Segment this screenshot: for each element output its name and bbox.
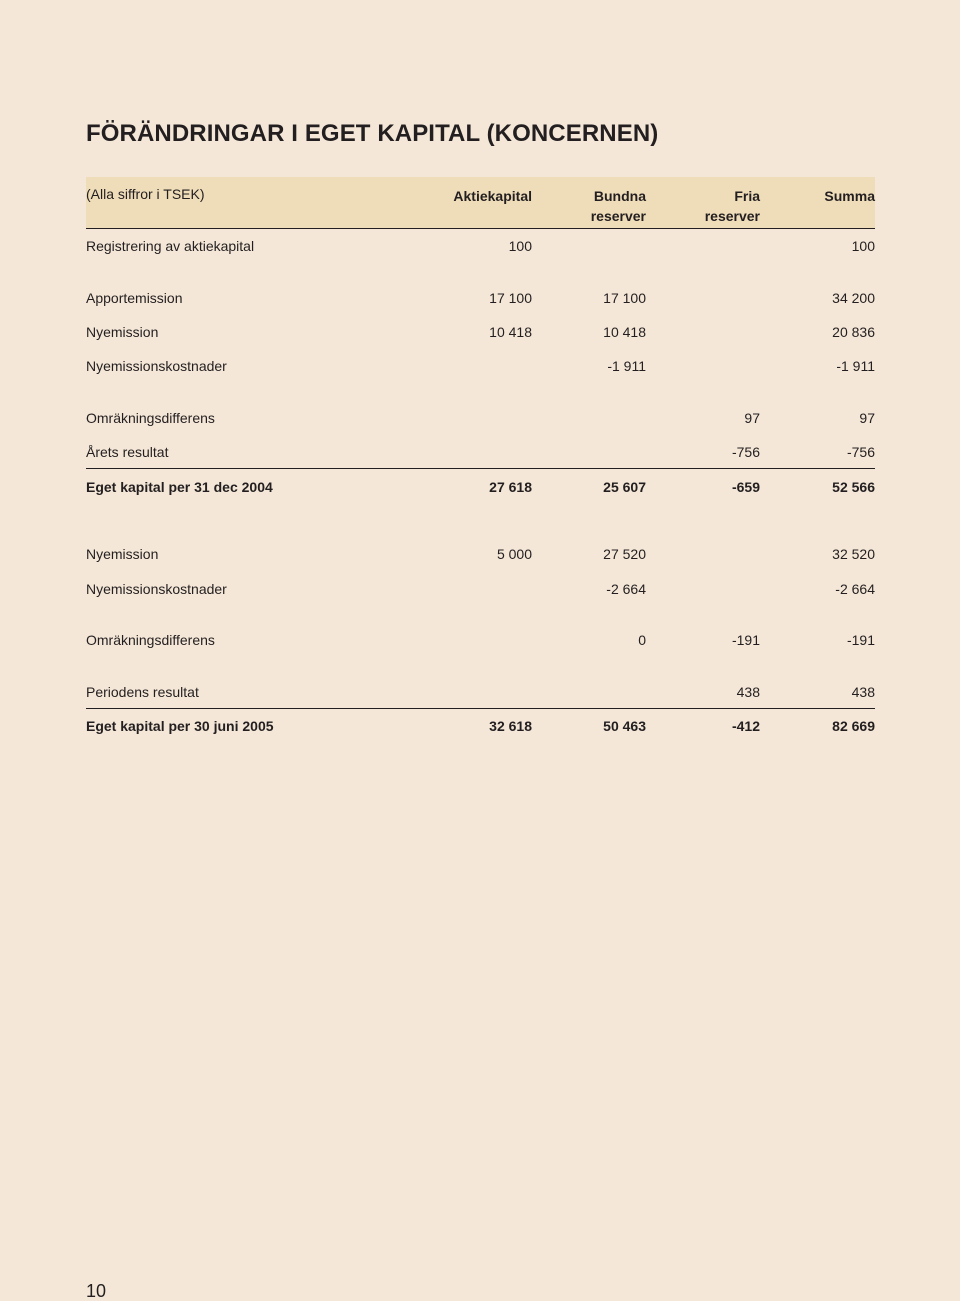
cell-fria-reserver: -659 [731,479,760,495]
cell-summa: -191 [846,632,875,648]
cell-fria-reserver: -756 [731,444,760,460]
cell-aktiekapital: 32 618 [489,718,532,734]
table-row [86,236,875,256]
cell-aktiekapital: 5 000 [496,546,532,562]
column-header-bundna-reserver: Bundna reserver [590,188,646,224]
cell-fria-reserver: -412 [731,718,760,734]
table-row [86,442,875,462]
row-label: Omräkningsdifferens [86,410,215,426]
cell-bundna-reserver: 10 418 [603,324,646,340]
cell-fria-reserver: -191 [731,632,760,648]
row-label: Nyemission [86,546,159,562]
row-label: Apportemission [86,290,183,306]
cell-summa: -2 664 [835,581,875,597]
row-label: Eget kapital per 31 dec 2004 [86,479,273,495]
divider [86,708,875,709]
row-label: Eget kapital per 30 juni 2005 [86,718,274,734]
row-label: Årets resultat [86,444,169,460]
row-label: Nyemissionskostnader [86,581,227,597]
equity-changes-table [86,177,875,734]
table-row [86,356,875,376]
cell-fria-reserver: 97 [744,410,760,426]
cell-summa: 100 [851,238,875,254]
table-row-total [86,477,875,497]
cell-summa: 34 200 [832,290,875,306]
row-label: Nyemission [86,324,159,340]
row-label: Registrering av aktiekapital [86,238,255,254]
cell-summa: 97 [859,410,875,426]
cell-aktiekapital: 17 100 [489,290,532,306]
cell-bundna-reserver: -1 911 [607,358,646,374]
table-row [86,630,875,650]
table-row-total [86,716,875,736]
page-number: 10 [86,1281,107,1301]
cell-summa: -1 911 [836,358,875,374]
cell-summa: 20 836 [832,324,875,340]
cell-summa: 82 669 [832,718,875,734]
cell-bundna-reserver: 27 520 [603,546,646,562]
cell-fria-reserver: 438 [736,684,760,700]
unit-note: (Alla siffror i TSEK) [86,186,205,202]
cell-bundna-reserver: 17 100 [603,290,646,306]
column-header-aktiekapital: Aktiekapital [453,188,532,204]
column-header-fria-reserver: Fria reserver [704,188,760,224]
cell-aktiekapital: 27 618 [489,479,532,495]
table-row [86,322,875,342]
cell-summa: 52 566 [832,479,875,495]
divider [86,468,875,469]
cell-bundna-reserver: 50 463 [603,718,646,734]
cell-bundna-reserver: 25 607 [603,479,646,495]
row-label: Periodens resultat [86,684,199,700]
page-title: FÖRÄNDRINGAR I EGET KAPITAL (KONCERNEN) [86,120,659,147]
cell-summa: -756 [846,444,875,460]
table-row [86,408,875,428]
table-header [86,177,875,229]
table-row [86,544,875,564]
table-row [86,579,875,599]
row-label: Nyemissionskostnader [86,358,227,374]
cell-summa: 32 520 [832,546,875,562]
cell-summa: 438 [851,684,875,700]
table-row [86,682,875,702]
cell-aktiekapital: 100 [508,238,532,254]
column-header-summa: Summa [824,188,875,204]
cell-bundna-reserver: 0 [638,632,646,648]
row-label: Omräkningsdifferens [86,632,215,648]
cell-aktiekapital: 10 418 [489,324,532,340]
cell-bundna-reserver: -2 664 [606,581,646,597]
table-row [86,288,875,308]
